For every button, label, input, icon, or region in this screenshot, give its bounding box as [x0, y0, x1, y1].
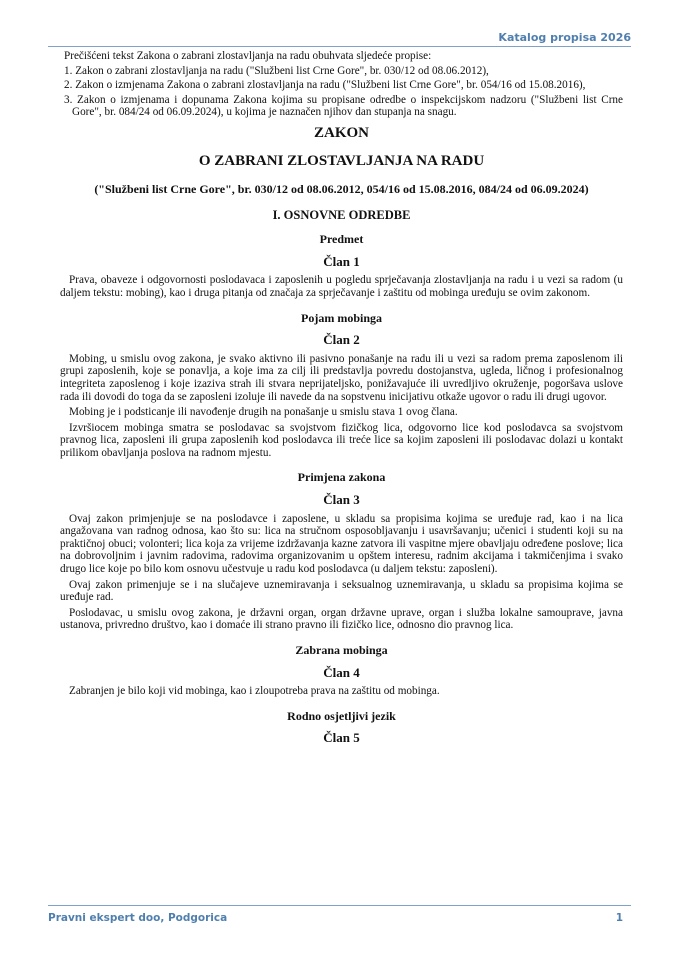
section-heading: Predmet [319, 232, 364, 247]
article-heading: Član 2 [323, 332, 360, 348]
law-subtitle: O ZABRANI ZLOSTAVLJANJA NA RADU [198, 152, 485, 169]
document-body [60, 50, 623, 751]
chapter-heading: I. OSNOVNE ODREDBE [272, 207, 411, 222]
source-list [60, 65, 623, 119]
catalog-title: Katalog propisa 2026 [498, 31, 631, 44]
article-paragraph: Prava, obaveze i odgovornosti poslodavaca i zaposlenih u pogledu sprječavanja zlostavljanja na radu i u vezi sa radom (u daljem tekstu: mobing), kao i druga pitanja od značaja za sprječavanje i zaštitu od mobinga uređuju se ovim zakonom. [60, 274, 623, 299]
gazette-reference: ("Službeni list Crne Gore", br. 030/12 od 08.06.2012, 054/16 od 15.08.2016, 084/24 od 06.09.2024) [94, 181, 589, 196]
intro-lead: Prečišćeni tekst Zakona o zabrani zlostavljanja na radu obuhvata sljedeće propise: [64, 50, 432, 62]
header-rule [48, 46, 631, 47]
article-paragraph: Izvršiocem mobinga smatra se poslodavac sa svojstvom fizičkog lica, odgovorno lice kod poslodavca sa svojstvom pravnog lica, zaposleni ili grupa zaposlenih kod poslodavca ili treće lice sa kojim zaposleni ili poslodavac dolazi u kontakt prilikom obavljanja poslova na radnom mjestu. [60, 421, 623, 459]
publisher-name: Pravni ekspert doo, Podgorica [48, 912, 228, 924]
article-paragraph: Poslodavac, u smislu ovog zakona, je državni organ, organ državne uprave, organ i služba lokalne samouprave, javna ustanova, privredno društvo, kao i domaće ili strano pravno ili fizičko lice, odnosno dio pravnog lica. [60, 606, 623, 632]
article-heading: Član 4 [323, 664, 360, 680]
page-header [0, 0, 679, 46]
article-paragraph: Ovaj zakon primenjuje se i na slučajeve uznemiravanja i seksualnog uznemiravanja, u skladu sa propisima kojima se uređuje rad. [60, 578, 623, 604]
article-paragraph: Mobing je i podsticanje ili navođenje drugih na ponašanje u smislu stava 1 ovog člana. [69, 406, 458, 419]
article-heading: Član 1 [323, 253, 360, 269]
source-item: 1. Zakon o zabrani zlostavljanja na radu ("Službeni list Crne Gore", br. 030/12 od 08.06.2012), [64, 64, 489, 77]
article-heading: Član 5 [323, 730, 360, 746]
source-item: 2. Zakon o izmjenama Zakona o zabrani zlostavljanja na radu ("Službeni list Crne Gore", br. 054/16 od 15.08.2016), [64, 79, 586, 92]
page-footer [48, 905, 631, 924]
section-heading: Rodno osjetljivi jezik [287, 708, 396, 723]
page-number: 1 [615, 912, 623, 924]
article-paragraph: Ovaj zakon primjenjuje se na poslodavce i zaposlene, u skladu sa propisima kojima se uređuje rad, kao i na lica angažovana van radnog odnosa, kao što su: lica na stručnom osposobljavanju i usavršavanju; učenici i studenti koji su na praktičnoj obuci; volonteri; lica koja za vrijeme izdržavanja kazne zatvora ili vaspitne mjere obavljaju određene poslove; lica na dobrovoljnim i javnim radovima, radovima organizovanim u opštem interesu, radnim akcijama i takmičenjima i svako drugo lice koje po bilo kom osnovu učestvuje u radu kod poslodavca (u daljem tekstu: zaposleni). [60, 512, 623, 576]
section-heading: Pojam mobinga [301, 310, 382, 325]
article-paragraph: Mobing, u smislu ovog zakona, je svako aktivno ili pasivno ponašanje na radu ili u vezi sa radom prema zaposlenom ili grupi zaposlenih, koje se ponavlja, a koje ima za cilj ili predstavlja povredu dostojanstva, ugleda, ličnog i profesionalnog integriteta zaposlenog i koje izaziva strah ili stvara neprijateljsko, ponižavajuće ili uvredljivo okruženje, pogoršava uslove rada ili dovodi do toga da se zaposleni izoluje ili navede da na sopstvenu inicijativu otkaže ugovor o radu ili drugi ugovor. [60, 352, 623, 403]
section-heading: Zabrana mobinga [295, 643, 388, 657]
law-title: ZAKON [313, 124, 369, 141]
section-heading: Primjena zakona [297, 470, 386, 485]
article-heading: Član 3 [323, 492, 360, 508]
article-paragraph: Zabranjen je bilo koji vid mobinga, kao i zloupotreba prava na zaštitu od mobinga. [69, 685, 440, 698]
source-item: 3. Zakon o izmjenama i dopunama Zakona kojima su propisane odredbe o inspekcijskom nadzoru ("Službeni list Crne Gore", br. 084/24 od 06.09.2024), u kojima je naznačen njihov dan stupanja na snagu. [64, 93, 623, 119]
